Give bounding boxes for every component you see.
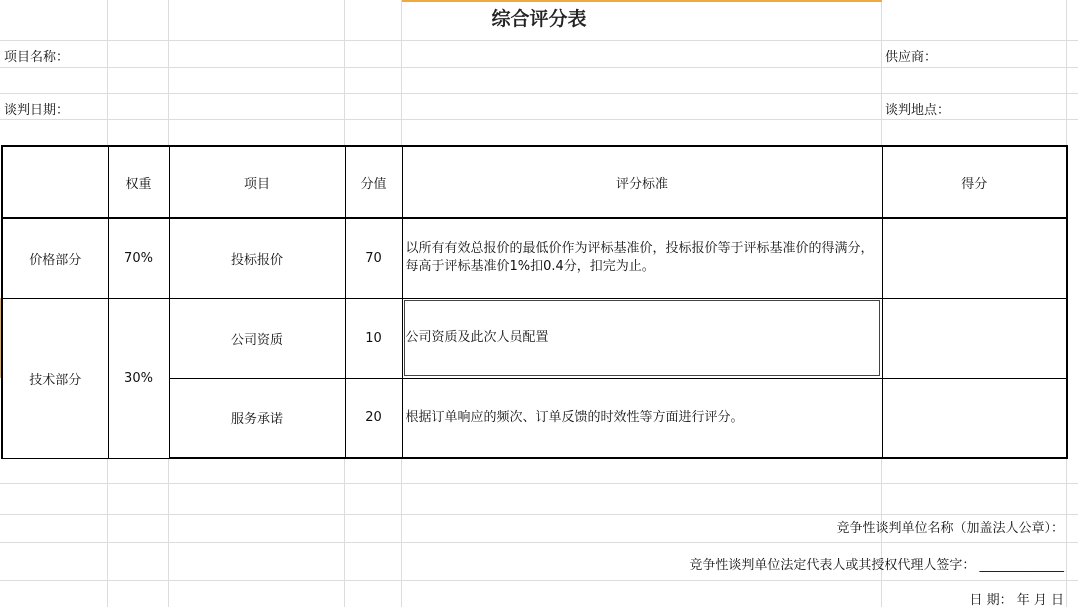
service-result-cell[interactable] <box>882 378 1067 458</box>
table-row <box>2 218 1067 298</box>
header-cell[interactable] <box>2 146 108 218</box>
header-score[interactable]: 分值 <box>345 146 402 218</box>
price-weight-cell[interactable]: 70% <box>108 218 169 298</box>
tech-score-cell[interactable]: 10 <box>345 298 402 378</box>
price-result-cell[interactable] <box>882 218 1067 298</box>
service-criteria-cell[interactable]: 根据订单响应的频次、订单反馈的时效性等方面进行评分。 <box>402 378 882 458</box>
grid-line <box>0 119 1078 120</box>
table-header-row <box>2 146 1067 218</box>
negotiation-place-label[interactable]: 谈判地点： <box>885 103 951 118</box>
price-category-cell[interactable]: 价格部分 <box>2 218 108 298</box>
supplier-label[interactable]: 供应商： <box>885 50 938 65</box>
grid-line <box>0 514 1078 515</box>
grid-line <box>0 40 1078 41</box>
date-label[interactable]: 日 期： 年 月 日 <box>969 593 1064 608</box>
grid-line <box>0 93 1078 94</box>
sheet-title[interactable]: 综合评分表 <box>491 8 587 30</box>
service-score-cell[interactable]: 20 <box>345 378 402 458</box>
representative-sign-label[interactable]: 竞争性谈判单位法定代表人或其授权代理人签字： _____________ <box>689 558 1064 573</box>
unit-name-label[interactable]: 竞争性谈判单位名称（加盖法人公章）： <box>836 521 1064 536</box>
grid-line <box>0 580 1078 581</box>
header-result[interactable]: 得分 <box>882 146 1067 218</box>
grid-line <box>0 542 1078 543</box>
header-criteria[interactable]: 评分标准 <box>402 146 882 218</box>
header-weight[interactable]: 权重 <box>108 146 169 218</box>
price-score-cell[interactable]: 70 <box>345 218 402 298</box>
header-item[interactable]: 项目 <box>169 146 345 218</box>
price-criteria-cell[interactable]: 以所有有效总报价的最低价作为评标基准价，投标报价等于评标基准价的得满分，每高于评标基准价1%扣0.4分，扣完为止。 <box>402 218 882 298</box>
grid-line <box>0 67 1078 68</box>
negotiation-date-label[interactable]: 谈判日期： <box>4 103 70 118</box>
selection-highlight <box>402 0 882 2</box>
table-row <box>2 298 1067 378</box>
tech-criteria-cell[interactable]: 公司资质及此次人员配置 <box>402 298 882 378</box>
tech-item-cell[interactable]: 公司资质 <box>169 298 345 378</box>
tech-category-cell[interactable]: 技术部分 <box>2 298 108 458</box>
project-name-label[interactable]: 项目名称： <box>4 50 70 65</box>
tech-weight-cell[interactable]: 30% <box>108 298 169 458</box>
tech-result-cell[interactable] <box>882 298 1067 378</box>
price-item-cell[interactable]: 投标报价 <box>169 218 345 298</box>
grid-line <box>0 483 1078 484</box>
score-table <box>1 145 1068 459</box>
service-item-cell[interactable]: 服务承诺 <box>169 378 345 458</box>
